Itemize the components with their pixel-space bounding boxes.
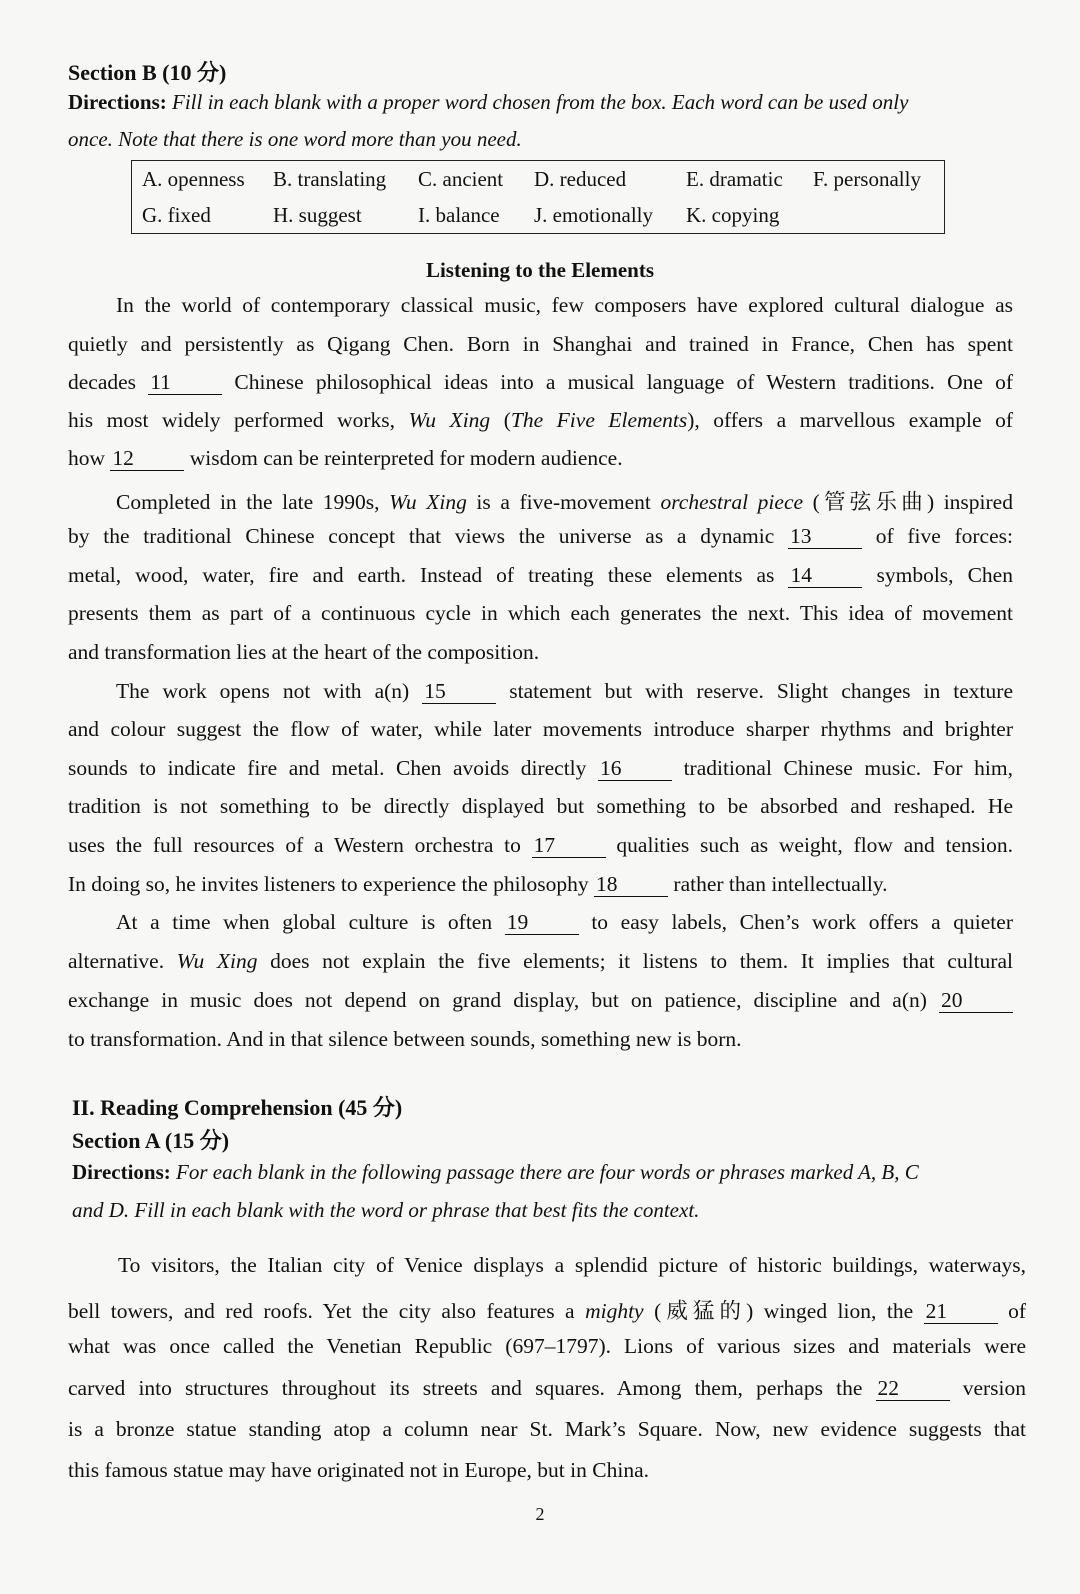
section-a-directions-line-1 [72,1160,919,1185]
passage-line: Completed in the late 1990s, Wu Xing is a five-movement orchestral piece (管弦乐曲) inspired [116,490,1013,514]
blank-13[interactable]: 13 [788,526,862,549]
passage-title: Listening to the Elements [425,258,655,282]
word-option: F. personally [813,167,921,191]
passage-line: exchange in music does not depend on grand display, but on patience, discipline and a(n) 20 [68,988,1013,1013]
passage-line: to transformation. And in that silence between sounds, something new is born. [68,1027,742,1051]
blank-18[interactable]: 18 [594,874,668,897]
blank-17[interactable]: 17 [532,835,606,858]
passage-line: and transformation lies at the heart of the composition. [68,640,540,664]
passage-line: his most widely performed works, Wu Xing (The Five Elements), offers a marvellous example of [68,408,1013,432]
section-b-directions-line-1 [68,90,908,115]
blank-22[interactable]: 22 [876,1378,950,1401]
directions-label: Directions: [72,1160,171,1184]
section-b-directions-line-2 [68,127,522,152]
blank-20[interactable]: 20 [939,990,1013,1013]
passage-line: sounds to indicate fire and metal. Chen avoids directly 16 traditional Chinese music. For him, [68,756,1013,780]
passage-line: The work opens not with a(n) 15 statement but with reserve. Slight changes in texture [116,679,1013,703]
passage-line: by the traditional Chinese concept that views the universe as a dynamic 13 of five forces: [68,524,1013,548]
word-option: K. copying [686,203,780,227]
passage-line: bell towers, and red roofs. Yet the city also features a mighty (威猛的) winged lion, the 21 of [68,1299,1026,1323]
word-option: E. dramatic [686,167,783,191]
passage-line: quietly and persistently as Qigang Chen. Born in Shanghai and trained in France, Chen has spent [68,332,1013,356]
passage-line: this famous statue may have originated not in Europe, but in China. [68,1458,649,1482]
passage-line: In the world of contemporary classical music, few composers have explored cultural dialogue as [116,293,1013,317]
page-number: 2 [535,1504,545,1524]
word-option: J. emotionally [534,203,653,227]
word-option: C. ancient [418,167,504,191]
passage-line: decades 11 Chinese philosophical ideas into a musical language of Western traditions. One of [68,370,1013,394]
directions-text: and D. Fill in each blank with the word or phrase that best fits the context. [72,1198,700,1222]
passage-line: how 12 wisdom can be reinterpreted for modern audience. [68,446,623,470]
section-a-heading: Section A (15 分) [72,1128,230,1153]
passage-line: what was once called the Venetian Republic (697–1797). Lions of various sizes and materials were [68,1334,1026,1358]
word-option: A. openness [142,167,245,191]
blank-19[interactable]: 19 [505,912,579,935]
blank-14[interactable]: 14 [788,565,862,588]
word-option: D. reduced [534,167,627,191]
directions-label: Directions: [68,90,167,114]
directions-text: once. Note that there is one word more than you need. [68,127,522,151]
word-option: H. suggest [273,203,362,227]
passage-line: To visitors, the Italian city of Venice displays a splendid picture of historic buildings, waterways, [118,1253,1026,1277]
blank-21[interactable]: 21 [924,1301,998,1324]
word-option: G. fixed [142,203,211,227]
word-option: I. balance [418,203,500,227]
passage-line: At a time when global culture is often 19 to easy labels, Chen’s work offers a quieter [116,910,1013,934]
passage-line: uses the full resources of a Western orchestra to 17 qualities such as weight, flow and tension. [68,833,1013,857]
passage-line: In doing so, he invites listeners to experience the philosophy 18 rather than intellectually. [68,872,888,896]
part-heading: II. Reading Comprehension (45 分) [72,1095,403,1120]
section-b-heading: Section B (10 分) [68,60,227,85]
passage-line: alternative. Wu Xing does not explain the five elements; it listens to them. It implies that cultural [68,949,1013,973]
blank-16[interactable]: 16 [598,758,672,781]
passage-line: presents them as part of a continuous cycle in which each generates the next. This idea of movement [68,601,1013,625]
passage-line: is a bronze statue standing atop a column near St. Mark’s Square. Now, new evidence suggests that [68,1417,1026,1441]
passage-line: carved into structures throughout its streets and squares. Among them, perhaps the 22 version [68,1376,1026,1400]
directions-text: For each blank in the following passage there are four words or phrases marked A, B, C [176,1160,919,1184]
blank-12[interactable]: 12 [110,448,184,471]
directions-text: Fill in each blank with a proper word chosen from the box. Each word can be used only [172,90,909,114]
passage-line: and colour suggest the flow of water, while later movements introduce sharper rhythms and brighter [68,717,1013,741]
passage-line: metal, wood, water, fire and earth. Instead of treating these elements as 14 symbols, Chen [68,563,1013,587]
word-box [131,160,945,234]
passage-line: tradition is not something to be directly displayed but something to be absorbed and reshaped. He [68,794,1013,818]
blank-15[interactable]: 15 [422,681,496,704]
word-option: B. translating [273,167,387,191]
blank-11[interactable]: 11 [148,372,222,395]
section-a-directions-line-2 [72,1198,699,1223]
